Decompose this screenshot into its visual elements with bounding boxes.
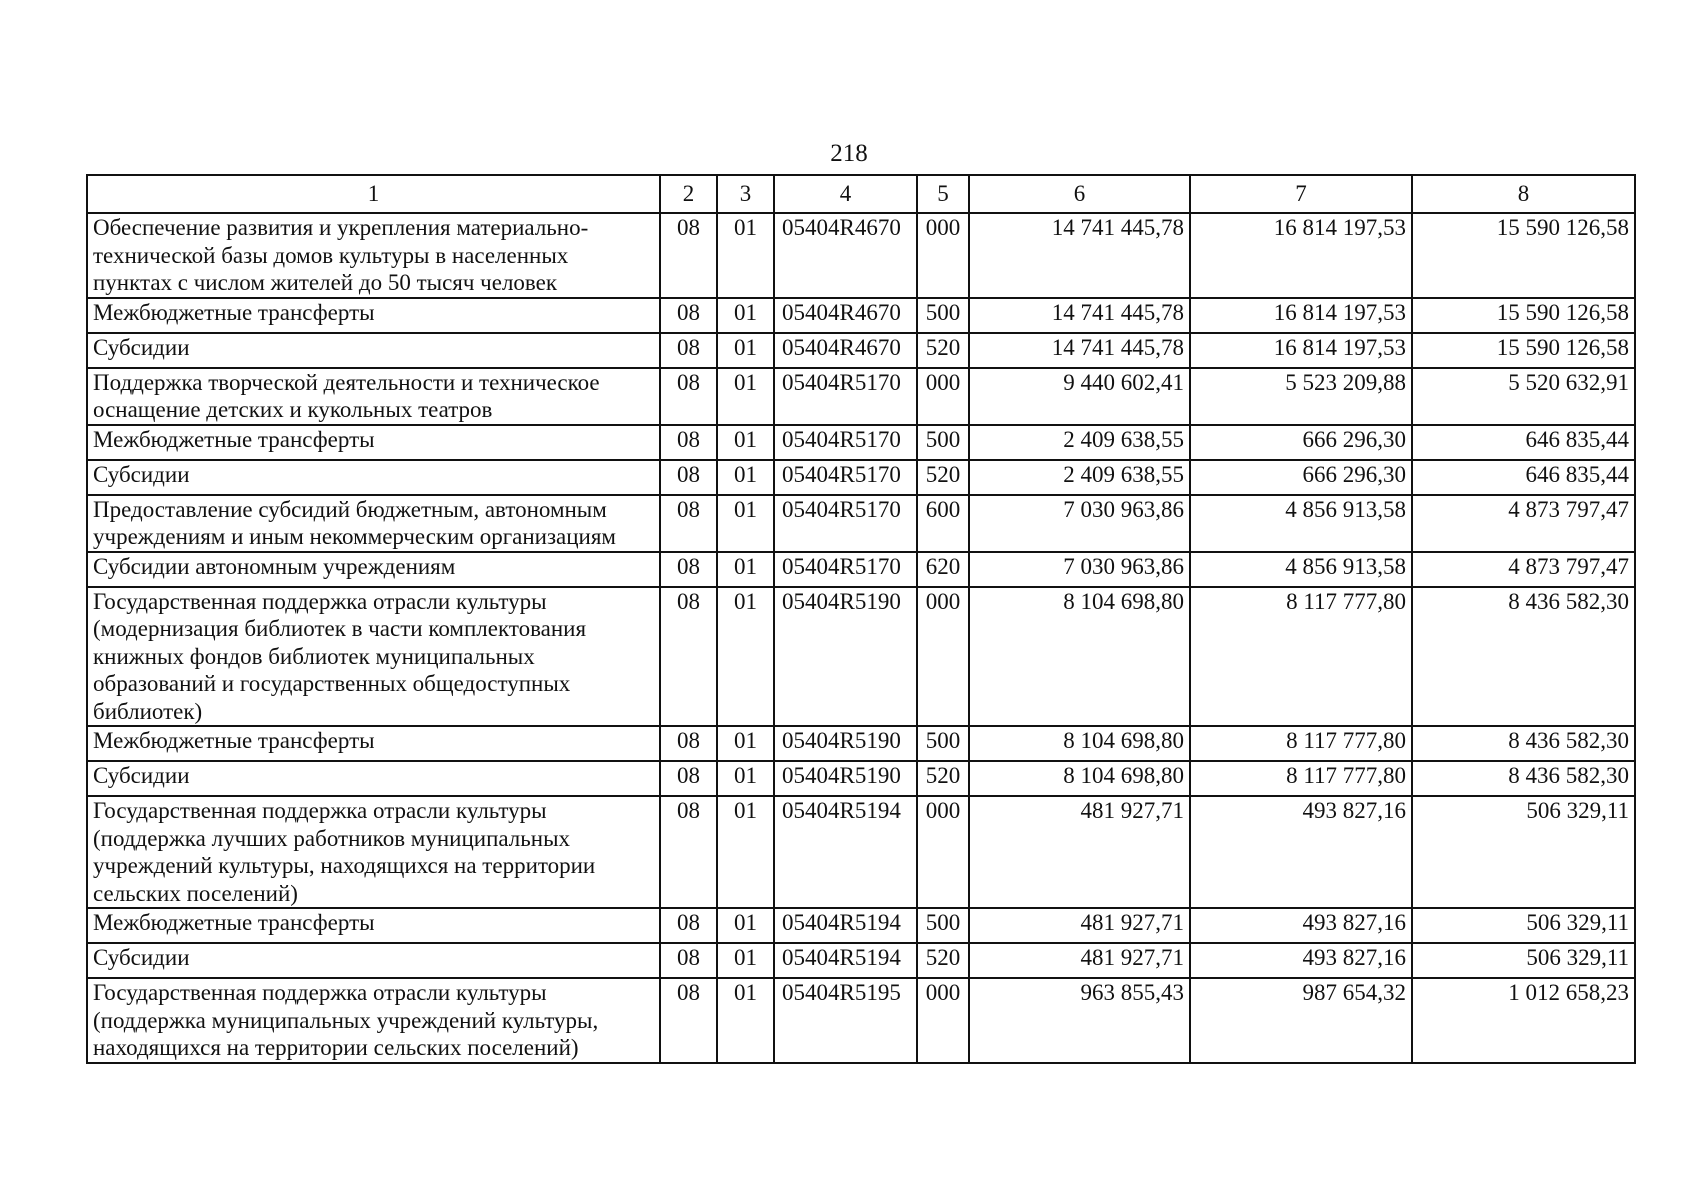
section-code-cell: 08 xyxy=(660,796,717,908)
header-row xyxy=(87,175,1635,213)
subsection-code-cell: 01 xyxy=(717,333,774,368)
row-name-line: Межбюджетные трансферты xyxy=(93,910,375,935)
amount-col7-cell: 8 117 777,80 xyxy=(1190,587,1412,727)
row-name-cell xyxy=(87,761,660,796)
subsection-code-cell: 01 xyxy=(717,460,774,495)
budget-table xyxy=(86,174,1636,1064)
amount-col7-cell: 5 523 209,88 xyxy=(1190,368,1412,425)
amount-col8-cell: 15 590 126,58 xyxy=(1412,333,1635,368)
table-row xyxy=(87,978,1635,1063)
table-row xyxy=(87,333,1635,368)
amount-col7-cell: 493 827,16 xyxy=(1190,908,1412,943)
table-row xyxy=(87,761,1635,796)
subsection-code-cell: 01 xyxy=(717,943,774,978)
target-article-code-cell: 05404R5170 xyxy=(774,460,917,495)
target-article-code-cell: 05404R5190 xyxy=(774,587,917,727)
amount-col8-cell: 8 436 582,30 xyxy=(1412,587,1635,727)
row-name-cell xyxy=(87,213,660,298)
row-name-line: учреждений культуры, находящихся на территории xyxy=(93,853,596,878)
expense-type-code-cell: 000 xyxy=(917,368,969,425)
row-name-cell xyxy=(87,552,660,587)
section-code-cell: 08 xyxy=(660,761,717,796)
expense-type-code-cell: 600 xyxy=(917,495,969,552)
row-name-line: Субсидии автономным учреждениям xyxy=(93,553,456,579)
amount-col6-cell: 481 927,71 xyxy=(969,796,1190,908)
subsection-code-cell: 01 xyxy=(717,298,774,333)
target-article-code-cell: 05404R5190 xyxy=(774,761,917,796)
row-name-cell xyxy=(87,908,660,943)
header-cell: 2 xyxy=(660,175,717,213)
expense-type-code-cell: 500 xyxy=(917,298,969,333)
target-article-code-cell: 05404R5170 xyxy=(774,495,917,552)
expense-type-code-cell: 000 xyxy=(917,213,969,298)
amount-col7-cell: 987 654,32 xyxy=(1190,978,1412,1063)
row-name-cell xyxy=(87,978,660,1063)
section-code-cell: 08 xyxy=(660,213,717,298)
table-row xyxy=(87,943,1635,978)
target-article-code-cell: 05404R5194 xyxy=(774,908,917,943)
target-article-code-cell: 05404R5194 xyxy=(774,943,917,978)
expense-type-code-cell: 500 xyxy=(917,425,969,460)
subsection-code-cell: 01 xyxy=(717,761,774,796)
subsection-code-cell: 01 xyxy=(717,908,774,943)
row-name-line: Предоставление субсидий бюджетным, автономным xyxy=(93,496,607,522)
target-article-code-cell: 05404R5170 xyxy=(774,368,917,425)
table-row xyxy=(87,908,1635,943)
subsection-code-cell: 01 xyxy=(717,587,774,727)
row-name-line: Субсидии xyxy=(93,945,190,970)
page-number: 218 xyxy=(830,140,868,167)
expense-type-code-cell: 500 xyxy=(917,908,969,943)
section-code-cell: 08 xyxy=(660,495,717,552)
subsection-code-cell: 01 xyxy=(717,425,774,460)
row-name-line: Обеспечение развития и укрепления материально- xyxy=(93,215,589,240)
amount-col8-cell: 1 012 658,23 xyxy=(1412,978,1635,1063)
amount-col6-cell: 2 409 638,55 xyxy=(969,425,1190,460)
header-cell: 1 xyxy=(87,175,660,213)
expense-type-code-cell: 000 xyxy=(917,796,969,908)
section-code-cell: 08 xyxy=(660,943,717,978)
subsection-code-cell: 01 xyxy=(717,552,774,587)
amount-col7-cell: 666 296,30 xyxy=(1190,460,1412,495)
header-cell: 7 xyxy=(1190,175,1412,213)
row-name-cell xyxy=(87,495,660,552)
row-name-line: Межбюджетные трансферты xyxy=(93,426,375,452)
row-name-line: пунктах с числом жителей до 50 тысяч человек xyxy=(93,270,558,295)
row-name-line: учреждениям и иным некоммерческим организациям xyxy=(93,524,616,549)
amount-col8-cell: 4 873 797,47 xyxy=(1412,495,1635,552)
amount-col8-cell: 8 436 582,30 xyxy=(1412,726,1635,761)
amount-col6-cell: 8 104 698,80 xyxy=(969,726,1190,761)
amount-col6-cell: 8 104 698,80 xyxy=(969,761,1190,796)
section-code-cell: 08 xyxy=(660,726,717,761)
section-code-cell: 08 xyxy=(660,552,717,587)
row-name-line: (модернизация библиотек в части комплектования xyxy=(93,616,587,641)
row-name-line: сельских поселений) xyxy=(93,880,298,906)
row-name-line: Межбюджетные трансферты xyxy=(93,728,375,753)
section-code-cell: 08 xyxy=(660,978,717,1063)
row-name-line: образований и государственных общедоступных xyxy=(93,671,571,696)
amount-col8-cell: 646 835,44 xyxy=(1412,425,1635,460)
target-article-code-cell: 05404R5195 xyxy=(774,978,917,1063)
subsection-code-cell: 01 xyxy=(717,213,774,298)
amount-col6-cell: 481 927,71 xyxy=(969,908,1190,943)
row-name-line: оснащение детских и кукольных театров xyxy=(93,397,493,422)
header-cell: 6 xyxy=(969,175,1190,213)
row-name-line: Государственная поддержка отрасли культуры xyxy=(93,588,547,614)
section-code-cell: 08 xyxy=(660,368,717,425)
row-name-cell xyxy=(87,333,660,368)
expense-type-code-cell: 500 xyxy=(917,726,969,761)
section-code-cell: 08 xyxy=(660,425,717,460)
amount-col7-cell: 16 814 197,53 xyxy=(1190,298,1412,333)
target-article-code-cell: 05404R5194 xyxy=(774,796,917,908)
target-article-code-cell: 05404R5170 xyxy=(774,425,917,460)
amount-col8-cell: 5 520 632,91 xyxy=(1412,368,1635,425)
expense-type-code-cell: 620 xyxy=(917,552,969,587)
section-code-cell: 08 xyxy=(660,908,717,943)
section-code-cell: 08 xyxy=(660,333,717,368)
table-body xyxy=(87,213,1635,1063)
expense-type-code-cell: 520 xyxy=(917,943,969,978)
amount-col8-cell: 506 329,11 xyxy=(1412,943,1635,978)
row-name-cell xyxy=(87,368,660,425)
row-name-line: Субсидии xyxy=(93,763,190,788)
row-name-line: Субсидии xyxy=(93,461,190,487)
row-name-cell xyxy=(87,460,660,495)
amount-col6-cell: 7 030 963,86 xyxy=(969,495,1190,552)
row-name-cell xyxy=(87,425,660,460)
amount-col8-cell: 506 329,11 xyxy=(1412,796,1635,908)
row-name-cell xyxy=(87,943,660,978)
amount-col6-cell: 14 741 445,78 xyxy=(969,333,1190,368)
target-article-code-cell: 05404R4670 xyxy=(774,333,917,368)
subsection-code-cell: 01 xyxy=(717,495,774,552)
row-name-line: Межбюджетные трансферты xyxy=(93,299,375,325)
amount-col6-cell: 481 927,71 xyxy=(969,943,1190,978)
amount-col6-cell: 8 104 698,80 xyxy=(969,587,1190,727)
target-article-code-cell: 05404R4670 xyxy=(774,213,917,298)
expense-type-code-cell: 000 xyxy=(917,978,969,1063)
amount-col7-cell: 16 814 197,53 xyxy=(1190,333,1412,368)
amount-col6-cell: 14 741 445,78 xyxy=(969,298,1190,333)
row-name-line: (поддержка лучших работников муниципальных xyxy=(93,825,571,851)
target-article-code-cell: 05404R5190 xyxy=(774,726,917,761)
amount-col7-cell: 493 827,16 xyxy=(1190,796,1412,908)
table-row xyxy=(87,587,1635,727)
amount-col6-cell: 963 855,43 xyxy=(969,978,1190,1063)
table-row xyxy=(87,460,1635,495)
row-name-line: книжных фондов библиотек муниципальных xyxy=(93,643,535,669)
section-code-cell: 08 xyxy=(660,587,717,727)
table-row xyxy=(87,796,1635,908)
header-cell: 8 xyxy=(1412,175,1635,213)
row-name-cell xyxy=(87,796,660,908)
amount-col8-cell: 646 835,44 xyxy=(1412,460,1635,495)
amount-col8-cell: 15 590 126,58 xyxy=(1412,213,1635,298)
amount-col7-cell: 4 856 913,58 xyxy=(1190,552,1412,587)
row-name-line: Государственная поддержка отрасли культуры xyxy=(93,980,547,1005)
row-name-cell xyxy=(87,587,660,727)
amount-col6-cell: 7 030 963,86 xyxy=(969,552,1190,587)
table-row xyxy=(87,213,1635,298)
table-row xyxy=(87,726,1635,761)
row-name-line: Поддержка творческой деятельности и техническое xyxy=(93,369,600,395)
row-name-line: Субсидии xyxy=(93,334,190,360)
subsection-code-cell: 01 xyxy=(717,726,774,761)
amount-col7-cell: 16 814 197,53 xyxy=(1190,213,1412,298)
section-code-cell: 08 xyxy=(660,460,717,495)
amount-col7-cell: 4 856 913,58 xyxy=(1190,495,1412,552)
subsection-code-cell: 01 xyxy=(717,978,774,1063)
amount-col8-cell: 4 873 797,47 xyxy=(1412,552,1635,587)
header-cell: 4 xyxy=(774,175,917,213)
amount-col6-cell: 14 741 445,78 xyxy=(969,213,1190,298)
table-row xyxy=(87,552,1635,587)
section-code-cell: 08 xyxy=(660,298,717,333)
row-name-line: (поддержка муниципальных учреждений культуры, xyxy=(93,1007,599,1033)
subsection-code-cell: 01 xyxy=(717,796,774,908)
table-row xyxy=(87,368,1635,425)
amount-col8-cell: 8 436 582,30 xyxy=(1412,761,1635,796)
row-name-line: библиотек) xyxy=(93,698,203,724)
amount-col7-cell: 8 117 777,80 xyxy=(1190,761,1412,796)
expense-type-code-cell: 520 xyxy=(917,761,969,796)
row-name-cell xyxy=(87,298,660,333)
expense-type-code-cell: 520 xyxy=(917,333,969,368)
amount-col7-cell: 666 296,30 xyxy=(1190,425,1412,460)
expense-type-code-cell: 520 xyxy=(917,460,969,495)
row-name-line: находящихся на территории сельских поселений) xyxy=(93,1035,579,1060)
header-cell: 3 xyxy=(717,175,774,213)
amount-col8-cell: 15 590 126,58 xyxy=(1412,298,1635,333)
amount-col7-cell: 8 117 777,80 xyxy=(1190,726,1412,761)
amount-col8-cell: 506 329,11 xyxy=(1412,908,1635,943)
target-article-code-cell: 05404R5170 xyxy=(774,552,917,587)
amount-col7-cell: 493 827,16 xyxy=(1190,943,1412,978)
expense-type-code-cell: 000 xyxy=(917,587,969,727)
row-name-line: Государственная поддержка отрасли культуры xyxy=(93,798,547,823)
table-row xyxy=(87,495,1635,552)
table-row xyxy=(87,298,1635,333)
row-name-line: технической базы домов культуры в населенных xyxy=(93,242,569,268)
amount-col6-cell: 2 409 638,55 xyxy=(969,460,1190,495)
header-cell: 5 xyxy=(917,175,969,213)
table-row xyxy=(87,425,1635,460)
target-article-code-cell: 05404R4670 xyxy=(774,298,917,333)
row-name-cell xyxy=(87,726,660,761)
amount-col6-cell: 9 440 602,41 xyxy=(969,368,1190,425)
subsection-code-cell: 01 xyxy=(717,368,774,425)
